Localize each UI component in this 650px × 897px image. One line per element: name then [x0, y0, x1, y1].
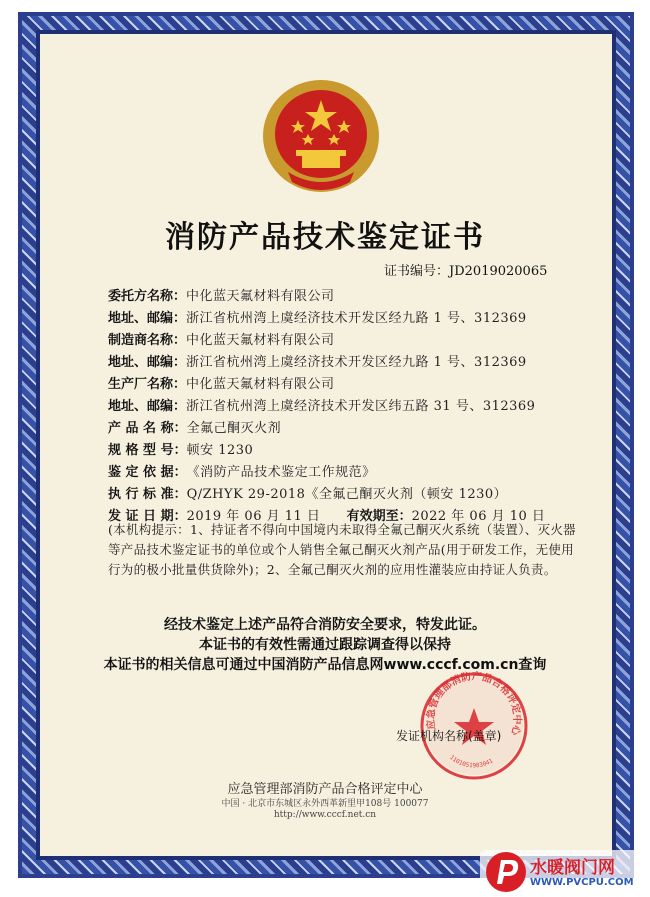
field-row [108, 417, 281, 436]
field-label: 鉴 定 依 据： [108, 465, 187, 480]
national-emblem-icon [258, 76, 384, 198]
field-row [108, 351, 527, 370]
field-value: 全氟己酮灭火剂 [186, 421, 282, 436]
field-value: 中化蓝天氟材料有限公司 [186, 377, 335, 392]
certificate-title: 消防产品技术鉴定证书 [165, 220, 485, 255]
valid-until-label: 有效期至： [346, 509, 412, 524]
field-value: 浙江省杭州湾上虞经济技术开发区纬五路 31 号、312369 [186, 399, 536, 414]
field-label: 地址、邮编： [108, 399, 187, 414]
statement-compliance: 经技术鉴定上述产品符合消防安全要求，特发此证。 [164, 617, 486, 633]
field-value: 浙江省杭州湾上虞经济技术开发区经九路 1 号、312369 [186, 311, 527, 326]
seal-text: 应急管理部消防产品合格评定中心 [425, 671, 523, 737]
field-label: 制造商名称： [108, 333, 187, 348]
field-value: 顿安 1230 [186, 443, 254, 458]
field-value: 《消防产品技术鉴定工作规范》 [186, 465, 376, 480]
certificate-number [384, 260, 547, 279]
issue-date-value: 2019 年 06 月 11 日 [186, 509, 321, 524]
official-seal-stamp [418, 670, 530, 782]
seal-number: 1101051983041 [448, 753, 495, 770]
issuer-signature-label: 发证机构名称(盖章) [396, 729, 502, 743]
field-label: 执 行 标 准： [108, 487, 187, 502]
field-row [108, 395, 535, 414]
authority-address: 中国 · 北京市东城区永外西革新里甲108号 100077 [221, 799, 429, 809]
certificate-number-value: JD2019020065 [449, 264, 548, 279]
field-row [108, 285, 335, 304]
valid-until-value: 2022 年 06 月 10 日 [411, 509, 546, 524]
field-label: 地址、邮编： [108, 311, 187, 326]
institution-notice: (本机构提示：1、持证者不得向中国境内未取得全氟己酮灭火系统（装置）、灭火器等产品技术鉴定证书的单位或个人销售全氟己酮灭火剂产品(用于研发工作，无使用行为的极小批量供货除外)；2、全氟己酮灭火剂的应用性灌装应由持证人负责。 [108, 522, 576, 577]
field-row [108, 461, 376, 480]
field-row [108, 483, 507, 502]
statement-validity: 本证书的有效性需通过跟踪调查得以保持 [199, 637, 451, 653]
field-label: 委托方名称： [108, 289, 187, 304]
field-row [108, 307, 527, 326]
certificate-number-label: 证书编号： [384, 264, 450, 279]
field-label: 地址、邮编： [108, 355, 187, 370]
field-row [108, 329, 335, 348]
authority-website: http://www.cccf.net.cn [273, 810, 377, 820]
field-label: 产 品 名 称： [108, 421, 187, 436]
field-value: 中化蓝天氟材料有限公司 [186, 333, 335, 348]
field-value: 中化蓝天氟材料有限公司 [186, 289, 335, 304]
watermark-site-url: WWW.PVCPU.COM [530, 877, 634, 888]
watermark-site-name: 水暖阀门网 [530, 858, 615, 878]
issuing-authority: 应急管理部消防产品合格评定中心 [227, 782, 423, 797]
field-label: 生产厂名称： [108, 377, 187, 392]
field-row [108, 439, 253, 458]
field-label: 规 格 型 号： [108, 443, 187, 458]
field-row [108, 373, 335, 392]
statement-lookup: 本证书的相关信息可通过中国消防产品信息网www.cccf.com.cn查询 [103, 657, 547, 673]
field-value: Q/ZHYK 29-2018《全氟己酮灭火剂（顿安 1230） [186, 487, 508, 502]
issue-date-label: 发 证 日 期： [108, 509, 187, 524]
field-value: 浙江省杭州湾上虞经济技术开发区经九路 1 号、312369 [186, 355, 527, 370]
